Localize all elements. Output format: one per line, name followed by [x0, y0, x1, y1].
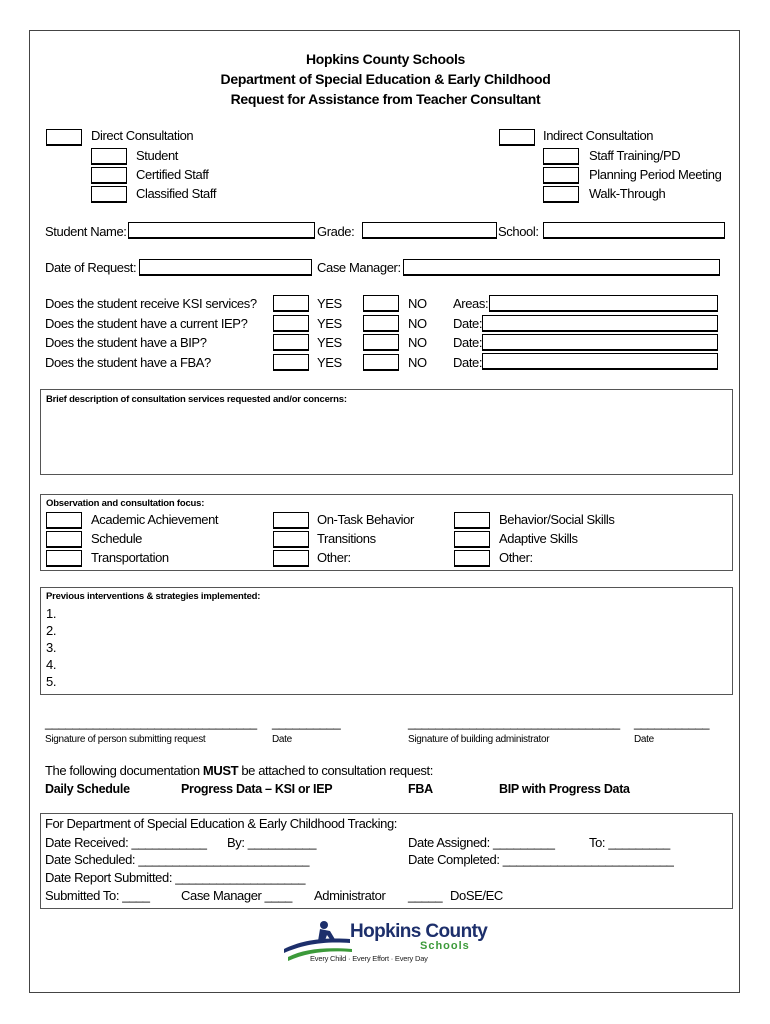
iep-yes-label: YES [317, 316, 342, 331]
signature-submitter-line[interactable]: _______________________________ [45, 715, 257, 730]
case-manager-label: Case Manager: [317, 260, 401, 275]
on-task-checkbox[interactable] [273, 512, 309, 529]
certified-staff-label: Certified Staff [136, 167, 209, 182]
by-field[interactable]: By: __________ [227, 835, 317, 850]
staff-training-checkbox[interactable] [543, 148, 579, 165]
staff-training-label: Staff Training/PD [589, 148, 681, 163]
date-received-field[interactable]: Date Received: ___________ [45, 835, 207, 850]
bip-no-label: NO [408, 335, 427, 350]
fba-date-label: Date: [453, 355, 483, 370]
grade-field[interactable] [362, 222, 497, 239]
fba-no-checkbox[interactable] [363, 354, 399, 371]
other-2-label: Other: [499, 550, 533, 565]
adaptive-label: Adaptive Skills [499, 531, 578, 546]
date-submitter-line[interactable]: __________ [272, 715, 341, 730]
student-name-field[interactable] [128, 222, 315, 239]
tracking-title: For Department of Special Education & Early Childhood Tracking: [45, 816, 397, 831]
hopkins-logo [280, 919, 495, 967]
date-admin-caption: Date [634, 734, 654, 745]
case-manager-option[interactable]: Case Manager ____ [181, 888, 292, 903]
ksi-no-label: NO [408, 296, 427, 311]
student-label: Student [136, 148, 179, 163]
behavior-label: Behavior/Social Skills [499, 512, 615, 527]
bip-yes-label: YES [317, 335, 342, 350]
description-label: Brief description of consultation services requested and/or concerns: [46, 394, 347, 405]
classified-staff-label: Classified Staff [136, 186, 217, 201]
doc-daily-schedule: Daily Schedule [45, 782, 130, 796]
signature-admin-caption: Signature of building administrator [408, 734, 550, 745]
school-field[interactable] [543, 222, 725, 239]
bip-date-label: Date: [453, 335, 483, 350]
indirect-consultation-checkbox[interactable] [499, 129, 535, 146]
administrator-option: Administrator [314, 888, 386, 903]
date-scheduled-field[interactable]: Date Scheduled: _________________________ [45, 852, 310, 867]
grade-label: Grade: [317, 224, 355, 239]
date-admin-line[interactable]: ___________ [634, 715, 710, 730]
iep-yes-checkbox[interactable] [273, 315, 309, 332]
ksi-question: Does the student receive KSI services? [45, 296, 257, 311]
logo-name: Hopkins County [350, 921, 488, 942]
intervention-item-1: 1. [46, 606, 57, 621]
school-name: Hopkins County Schools [305, 51, 466, 67]
date-completed-field[interactable]: Date Completed: _________________________ [408, 852, 674, 867]
logo-tagline: Every Child · Every Effort · Every Day [310, 954, 428, 963]
other-1-checkbox[interactable] [273, 550, 309, 567]
date-report-field[interactable]: Date Report Submitted: ___________________ [45, 870, 306, 885]
school-label: School: [498, 224, 539, 239]
ksi-areas-field[interactable] [489, 295, 718, 312]
signature-admin-line[interactable]: _______________________________ [408, 715, 620, 730]
case-manager-field[interactable] [403, 259, 720, 276]
ksi-yes-checkbox[interactable] [273, 295, 309, 312]
on-task-label: On-Task Behavior [317, 512, 414, 527]
iep-no-checkbox[interactable] [363, 315, 399, 332]
indirect-consultation-label: Indirect Consultation [543, 128, 654, 143]
iep-date-field[interactable] [482, 315, 718, 332]
fba-yes-label: YES [317, 355, 342, 370]
intervention-item-3: 3. [46, 640, 57, 655]
form-title: Request for Assistance from Teacher Consultant [230, 91, 541, 107]
documentation-intro: The following documentation MUST be attached to consultation request: [45, 763, 433, 778]
submitted-to-label[interactable]: Submitted To: ____ [45, 888, 150, 903]
student-checkbox[interactable] [91, 148, 127, 165]
other-1-label: Other: [317, 550, 351, 565]
fba-no-label: NO [408, 355, 427, 370]
direct-consultation-label: Direct Consultation [91, 128, 194, 143]
fba-yes-checkbox[interactable] [273, 354, 309, 371]
transportation-checkbox[interactable] [46, 550, 82, 567]
dose-option: DoSE/EC [450, 888, 503, 903]
schedule-checkbox[interactable] [46, 531, 82, 548]
transitions-label: Transitions [317, 531, 376, 546]
intervention-item-2: 2. [46, 623, 57, 638]
iep-date-label: Date: [453, 316, 483, 331]
doc-fba: FBA [408, 782, 433, 796]
certified-staff-checkbox[interactable] [91, 167, 127, 184]
transportation-label: Transportation [91, 550, 169, 565]
iep-question: Does the student have a current IEP? [45, 316, 248, 331]
bip-date-field[interactable] [482, 334, 718, 351]
focus-label: Observation and consultation focus: [46, 498, 205, 509]
form-page [29, 30, 740, 993]
adaptive-checkbox[interactable] [454, 531, 490, 548]
dose-blank[interactable]: _____ [408, 888, 443, 903]
interventions-label: Previous interventions & strategies implemented: [46, 591, 261, 602]
department-name: Department of Special Education & Early Childhood [220, 71, 551, 87]
bip-question: Does the student have a BIP? [45, 335, 207, 350]
walk-through-label: Walk-Through [589, 186, 666, 201]
date-of-request-label: Date of Request: [45, 260, 137, 275]
to-field[interactable]: To: _________ [589, 835, 670, 850]
description-box[interactable] [40, 389, 733, 475]
ksi-no-checkbox[interactable] [363, 295, 399, 312]
planning-period-checkbox[interactable] [543, 167, 579, 184]
iep-no-label: NO [408, 316, 427, 331]
date-submitter-caption: Date [272, 734, 292, 745]
intervention-item-5: 5. [46, 674, 57, 689]
student-name-label: Student Name: [45, 224, 127, 239]
logo-sub: Schools [420, 940, 470, 952]
direct-consultation-checkbox[interactable] [46, 129, 82, 146]
academic-label: Academic Achievement [91, 512, 219, 527]
doc-progress-data: Progress Data – KSI or IEP [181, 782, 333, 796]
transitions-checkbox[interactable] [273, 531, 309, 548]
date-of-request-field[interactable] [139, 259, 312, 276]
fba-question: Does the student have a FBA? [45, 355, 211, 370]
bip-no-checkbox[interactable] [363, 334, 399, 351]
ksi-yes-label: YES [317, 296, 342, 311]
intervention-item-4: 4. [46, 657, 57, 672]
ksi-areas-label: Areas: [453, 296, 489, 311]
planning-period-label: Planning Period Meeting [589, 167, 722, 182]
bip-yes-checkbox[interactable] [273, 334, 309, 351]
interventions-box[interactable] [40, 587, 733, 695]
schedule-label: Schedule [91, 531, 143, 546]
walk-through-checkbox[interactable] [543, 186, 579, 203]
date-assigned-field[interactable]: Date Assigned: _________ [408, 835, 555, 850]
fba-date-field[interactable] [482, 353, 718, 370]
doc-bip: BIP with Progress Data [499, 782, 630, 796]
signature-submitter-caption: Signature of person submitting request [45, 734, 206, 745]
academic-checkbox[interactable] [46, 512, 82, 529]
other-2-checkbox[interactable] [454, 550, 490, 567]
behavior-checkbox[interactable] [454, 512, 490, 529]
classified-staff-checkbox[interactable] [91, 186, 127, 203]
